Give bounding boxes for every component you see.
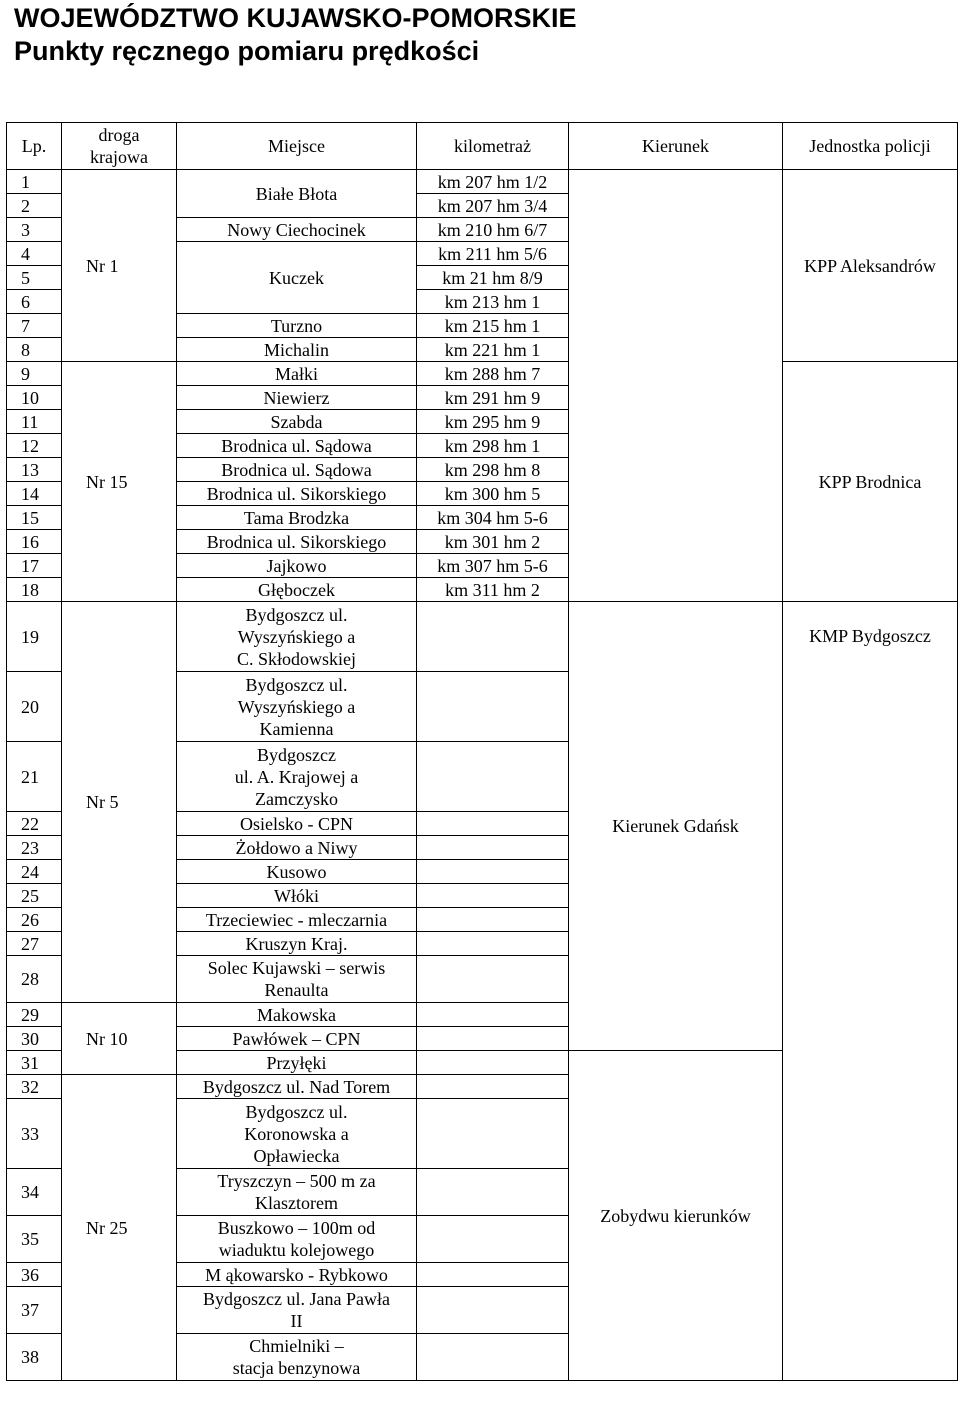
place-cell: Białe Błota [177, 170, 417, 218]
place-line: Renaulta [264, 980, 329, 1000]
place-cell: Kusowo [177, 860, 417, 884]
km-cell [417, 1051, 569, 1075]
km-cell: km 211 hm 5/6 [417, 242, 569, 266]
km-cell: km 311 hm 2 [417, 578, 569, 602]
place-cell [177, 602, 417, 672]
place-cell: Kuczek [177, 242, 417, 314]
place-line: C. Skłodowskiej [236, 648, 356, 669]
road-cell: Nr 10 [62, 1003, 177, 1075]
place-cell: M ąkowarsko - Rybkowo [177, 1263, 417, 1287]
km-cell [417, 956, 569, 1003]
place-line: Solec Kujawski – serwis [207, 958, 386, 978]
row-number: 29 [7, 1003, 62, 1027]
km-cell [417, 1099, 569, 1169]
place-cell: Kruszyn Kraj. [177, 932, 417, 956]
row-number: 3 [7, 218, 62, 242]
place-cell: Brodnica ul. Sądowa [177, 434, 417, 458]
km-cell: km 301 hm 2 [417, 530, 569, 554]
place-cell [177, 1099, 417, 1169]
direction-cell: Kierunek Gdańsk [569, 602, 783, 1051]
speed-points-table [6, 122, 958, 1381]
row-number: 32 [7, 1075, 62, 1099]
row-number: 26 [7, 908, 62, 932]
km-cell: km 298 hm 8 [417, 458, 569, 482]
place-cell: Turzno [177, 314, 417, 338]
km-cell: km 307 hm 5-6 [417, 554, 569, 578]
place-line: stacja benzynowa [232, 1358, 361, 1378]
row-number: 22 [7, 812, 62, 836]
km-cell: km 295 hm 9 [417, 410, 569, 434]
km-cell [417, 932, 569, 956]
place-cell: Makowska [177, 1003, 417, 1027]
place-cell [177, 742, 417, 812]
km-cell [417, 1027, 569, 1051]
table-row [7, 602, 958, 672]
place-cell: Brodnica ul. Sikorskiego [177, 482, 417, 506]
row-number: 18 [7, 578, 62, 602]
km-cell [417, 1003, 569, 1027]
direction-cell [569, 170, 783, 602]
row-number: 17 [7, 554, 62, 578]
row-number: 4 [7, 242, 62, 266]
header-direction: Kierunek [569, 123, 783, 170]
row-number: 23 [7, 836, 62, 860]
header-place: Miejsce [177, 123, 417, 170]
place-cell: Bydgoszcz ul. Nad Torem [177, 1075, 417, 1099]
place-line: Bydgoszcz [257, 744, 336, 765]
row-number: 5 [7, 266, 62, 290]
place-line: Wyszyńskiego a [237, 696, 356, 717]
km-cell: km 215 hm 1 [417, 314, 569, 338]
header-lp: Lp. [7, 123, 62, 170]
place-cell: Brodnica ul. Sądowa [177, 458, 417, 482]
row-number: 24 [7, 860, 62, 884]
km-cell [417, 1287, 569, 1334]
place-cell: Żołdowo a Niwy [177, 836, 417, 860]
km-cell: km 207 hm 1/2 [417, 170, 569, 194]
km-cell: km 291 hm 9 [417, 386, 569, 410]
km-cell [417, 1263, 569, 1287]
row-number: 21 [7, 742, 62, 812]
road-cell: Nr 5 [62, 602, 177, 1003]
place-line: wiaduktu kolejowego [218, 1240, 375, 1260]
km-cell: km 298 hm 1 [417, 434, 569, 458]
place-line: Bydgoszcz ul. [245, 674, 348, 695]
place-line: Opławiecka [253, 1145, 340, 1166]
place-line: Wyszyńskiego a [237, 626, 356, 647]
row-number: 30 [7, 1027, 62, 1051]
row-number: 20 [7, 672, 62, 742]
place-line: ul. A. Krajowej a [234, 766, 359, 787]
header-row [7, 123, 958, 170]
row-number: 25 [7, 884, 62, 908]
place-cell: Trzeciewiec - mleczarnia [177, 908, 417, 932]
km-cell [417, 836, 569, 860]
row-number: 8 [7, 338, 62, 362]
row-number: 7 [7, 314, 62, 338]
place-line: Kamienna [259, 718, 334, 739]
km-cell: km 288 hm 7 [417, 362, 569, 386]
place-cell: Przyłęki [177, 1051, 417, 1075]
place-line: Bydgoszcz ul. [245, 604, 348, 625]
place-line: Koronowska a [244, 1123, 349, 1144]
unit-cell: KPP Aleksandrów [783, 170, 958, 362]
km-cell: km 21 hm 8/9 [417, 266, 569, 290]
row-number: 34 [7, 1169, 62, 1216]
place-line: Tryszczyn – 500 m za [217, 1171, 376, 1191]
place-cell: Głęboczek [177, 578, 417, 602]
place-line: Chmielniki – [249, 1336, 344, 1356]
km-cell [417, 860, 569, 884]
place-cell [177, 672, 417, 742]
row-number: 38 [7, 1334, 62, 1381]
row-number: 37 [7, 1287, 62, 1334]
road-cell: Nr 1 [62, 170, 177, 362]
place-line: Bydgoszcz ul. [245, 1101, 348, 1122]
place-cell: Michalin [177, 338, 417, 362]
road-cell: Nr 15 [62, 362, 177, 602]
row-number: 10 [7, 386, 62, 410]
road-cell: Nr 25 [62, 1075, 177, 1381]
place-line: Buszkowo – 100m od [217, 1218, 376, 1238]
row-number: 14 [7, 482, 62, 506]
header-km: kilometraż [417, 123, 569, 170]
row-number: 2 [7, 194, 62, 218]
direction-cell: Zobydwu kierunków [569, 1051, 783, 1381]
table-row [7, 362, 958, 386]
row-number: 31 [7, 1051, 62, 1075]
km-cell [417, 1075, 569, 1099]
km-cell [417, 742, 569, 812]
place-cell: Niewierz [177, 386, 417, 410]
row-number: 11 [7, 410, 62, 434]
place-cell: Jajkowo [177, 554, 417, 578]
km-cell: km 207 hm 3/4 [417, 194, 569, 218]
place-cell: Nowy Ciechocinek [177, 218, 417, 242]
row-number: 1 [7, 170, 62, 194]
row-number: 19 [7, 602, 62, 672]
place-cell: Brodnica ul. Sikorskiego [177, 530, 417, 554]
place-line: Bydgoszcz ul. Jana Pawła [203, 1289, 390, 1309]
place-line: Klasztorem [255, 1193, 338, 1213]
row-number: 16 [7, 530, 62, 554]
unit-cell: KMP Bydgoszcz [783, 602, 958, 1381]
place-cell [177, 1287, 417, 1334]
place-cell: Małki [177, 362, 417, 386]
place-line: Zamczysko [255, 788, 338, 809]
title-line-2: Punkty ręcznego pomiaru prędkości [14, 36, 480, 66]
row-number: 28 [7, 956, 62, 1003]
place-cell: Szabda [177, 410, 417, 434]
km-cell: km 300 hm 5 [417, 482, 569, 506]
header-road [62, 123, 177, 170]
row-number: 33 [7, 1099, 62, 1169]
km-cell: km 210 hm 6/7 [417, 218, 569, 242]
place-cell: Tama Brodzka [177, 506, 417, 530]
row-number: 12 [7, 434, 62, 458]
row-number: 13 [7, 458, 62, 482]
row-number: 9 [7, 362, 62, 386]
document-title [14, 2, 577, 68]
km-cell [417, 908, 569, 932]
title-line-1: WOJEWÓDZTWO KUJAWSKO-POMORSKIE [14, 3, 577, 33]
row-number: 6 [7, 290, 62, 314]
place-line: II [290, 1311, 303, 1331]
km-cell [417, 1169, 569, 1216]
km-cell [417, 1334, 569, 1381]
row-number: 15 [7, 506, 62, 530]
km-cell [417, 1216, 569, 1263]
row-number: 36 [7, 1263, 62, 1287]
unit-cell: KPP Brodnica [783, 362, 958, 602]
km-cell: km 213 hm 1 [417, 290, 569, 314]
header-road-text: droga krajowa [90, 125, 148, 167]
place-cell [177, 1216, 417, 1263]
place-cell [177, 1169, 417, 1216]
place-cell: Włóki [177, 884, 417, 908]
row-number: 35 [7, 1216, 62, 1263]
km-cell: km 304 hm 5-6 [417, 506, 569, 530]
table-row [7, 170, 958, 194]
km-cell [417, 672, 569, 742]
km-cell: km 221 hm 1 [417, 338, 569, 362]
place-cell: Osielsko - CPN [177, 812, 417, 836]
place-cell [177, 1334, 417, 1381]
km-cell [417, 884, 569, 908]
row-number: 27 [7, 932, 62, 956]
km-cell [417, 812, 569, 836]
km-cell [417, 602, 569, 672]
place-cell [177, 956, 417, 1003]
place-cell: Pawłówek – CPN [177, 1027, 417, 1051]
header-unit: Jednostka policji [783, 123, 958, 170]
